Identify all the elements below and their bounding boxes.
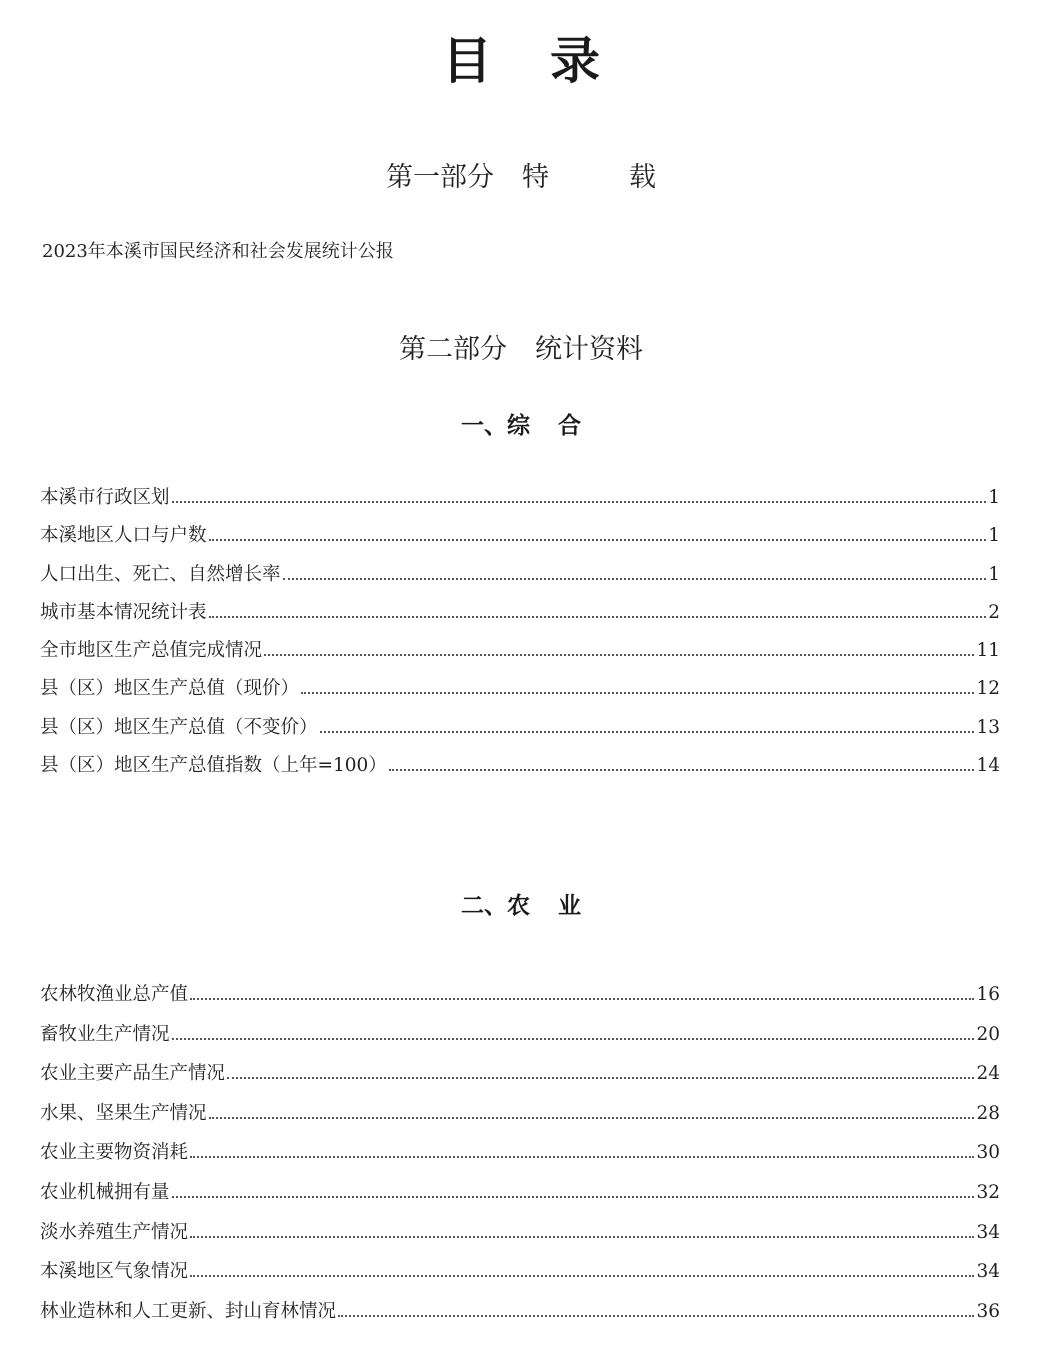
toc-entry[interactable]: [40, 632, 1000, 670]
toc-entry[interactable]: [40, 594, 1000, 632]
toc-entry[interactable]: [40, 1015, 1000, 1055]
section-agriculture-label-2: 业: [558, 893, 581, 919]
part-two-heading: [0, 332, 1042, 368]
toc-entry[interactable]: [40, 1252, 1000, 1292]
toc-entry-label: 农林牧渔业总产值: [40, 984, 189, 1005]
dot-leader: [209, 539, 987, 541]
toc-entry-page: 20: [976, 1023, 1000, 1045]
section-agriculture-heading: [0, 890, 1042, 922]
dot-leader: [264, 654, 974, 656]
dot-leader: [172, 501, 987, 503]
toc-entry[interactable]: [40, 1292, 1000, 1332]
part-one-label: 第一部分: [386, 162, 494, 193]
toc-entry-label: 县（区）地区生产总值指数（上年=100）: [40, 755, 387, 777]
toc-entry[interactable]: [40, 1054, 1000, 1094]
toc-entry-page: 2: [988, 601, 1000, 623]
toc-entry[interactable]: [40, 1094, 1000, 1134]
dot-leader: [389, 769, 975, 771]
part-one-title-char-1: 特: [522, 162, 549, 193]
dot-leader: [190, 1275, 974, 1277]
dot-leader: [190, 998, 974, 1000]
toc-entry-label: 本溪市行政区划: [40, 487, 170, 508]
dot-leader: [283, 578, 987, 580]
toc-entry-label: 全市地区生产总值完成情况: [40, 640, 263, 662]
toc-entry-page: 24: [976, 1063, 1000, 1085]
toc-entry[interactable]: [40, 709, 1000, 747]
section-general-label-2: 合: [558, 413, 581, 439]
toc-entry-label: 农业机械拥有量: [40, 1181, 170, 1203]
toc-entry-page: 1: [988, 525, 1000, 547]
dot-leader: [320, 731, 975, 733]
toc-entry[interactable]: [40, 747, 1000, 785]
part-one-heading: [0, 160, 1042, 196]
toc-entry-page: 32: [976, 1181, 1000, 1203]
part-two-title: 统计资料: [535, 334, 643, 365]
toc-entry-label: 农业主要物资消耗: [40, 1142, 189, 1164]
dot-leader: [227, 1077, 974, 1079]
toc-entry-label: 农业主要产品生产情况: [40, 1063, 226, 1085]
toc-entry[interactable]: [40, 975, 1000, 1015]
toc-entry-page: 1: [988, 563, 1000, 585]
part-two-label: 第二部分: [399, 334, 507, 365]
toc-entry-page: 1: [988, 487, 1000, 508]
toc-entry-label: 本溪地区气象情况: [40, 1261, 189, 1283]
page-title-char-2: 录: [550, 32, 600, 90]
section-general-list: [40, 479, 1000, 785]
toc-entry-label: 城市基本情况统计表: [40, 601, 207, 623]
toc-entry-label: 林业造林和人工更新、封山育林情况: [40, 1300, 337, 1322]
section-agriculture-label: 二、农: [461, 893, 530, 919]
toc-entry[interactable]: [40, 670, 1000, 708]
page-title-char-1: 目: [442, 32, 492, 90]
toc-entry[interactable]: [40, 479, 1000, 517]
toc-entry-label: 本溪地区人口与户数: [40, 525, 207, 547]
toc-entry-label: 淡水养殖生产情况: [40, 1221, 189, 1243]
toc-entry[interactable]: [40, 1213, 1000, 1253]
section-general-heading: [0, 410, 1042, 442]
toc-entry-page: 11: [976, 640, 1000, 662]
toc-entry[interactable]: [40, 1133, 1000, 1173]
toc-entry-page: 13: [976, 716, 1000, 738]
dot-leader: [209, 616, 987, 618]
toc-entry-label: 县（区）地区生产总值（不变价）: [40, 716, 318, 738]
toc-entry-label: 人口出生、死亡、自然增长率: [40, 563, 281, 585]
dot-leader: [209, 1117, 975, 1119]
statistical-bulletin-entry[interactable]: 2023年本溪市国民经济和社会发展统计公报: [42, 241, 394, 262]
dot-leader: [190, 1236, 974, 1238]
page-title: [0, 26, 1042, 96]
section-general-label: 一、综: [461, 413, 530, 439]
dot-leader: [301, 692, 974, 694]
dot-leader: [172, 1196, 975, 1198]
toc-entry[interactable]: [40, 517, 1000, 555]
toc-entry[interactable]: [40, 1173, 1000, 1213]
toc-entry-page: 12: [976, 678, 1000, 700]
toc-entry[interactable]: [40, 556, 1000, 594]
toc-entry-page: 34: [976, 1221, 1000, 1243]
dot-leader: [190, 1156, 974, 1158]
part-one-title-char-2: 载: [629, 162, 656, 193]
toc-entry-page: 14: [976, 755, 1000, 777]
dot-leader: [338, 1315, 974, 1317]
toc-entry-page: 34: [976, 1261, 1000, 1283]
toc-entry-page: 36: [976, 1300, 1000, 1322]
dot-leader: [172, 1038, 975, 1040]
toc-entry-label: 水果、坚果生产情况: [40, 1102, 207, 1124]
toc-entry-label: 县（区）地区生产总值（现价）: [40, 678, 300, 700]
toc-entry-page: 28: [976, 1102, 1000, 1124]
toc-entry-label: 畜牧业生产情况: [40, 1023, 170, 1045]
toc-entry-page: 30: [976, 1142, 1000, 1164]
toc-entry-page: 16: [976, 984, 1000, 1005]
section-agriculture-list: [40, 975, 1000, 1331]
